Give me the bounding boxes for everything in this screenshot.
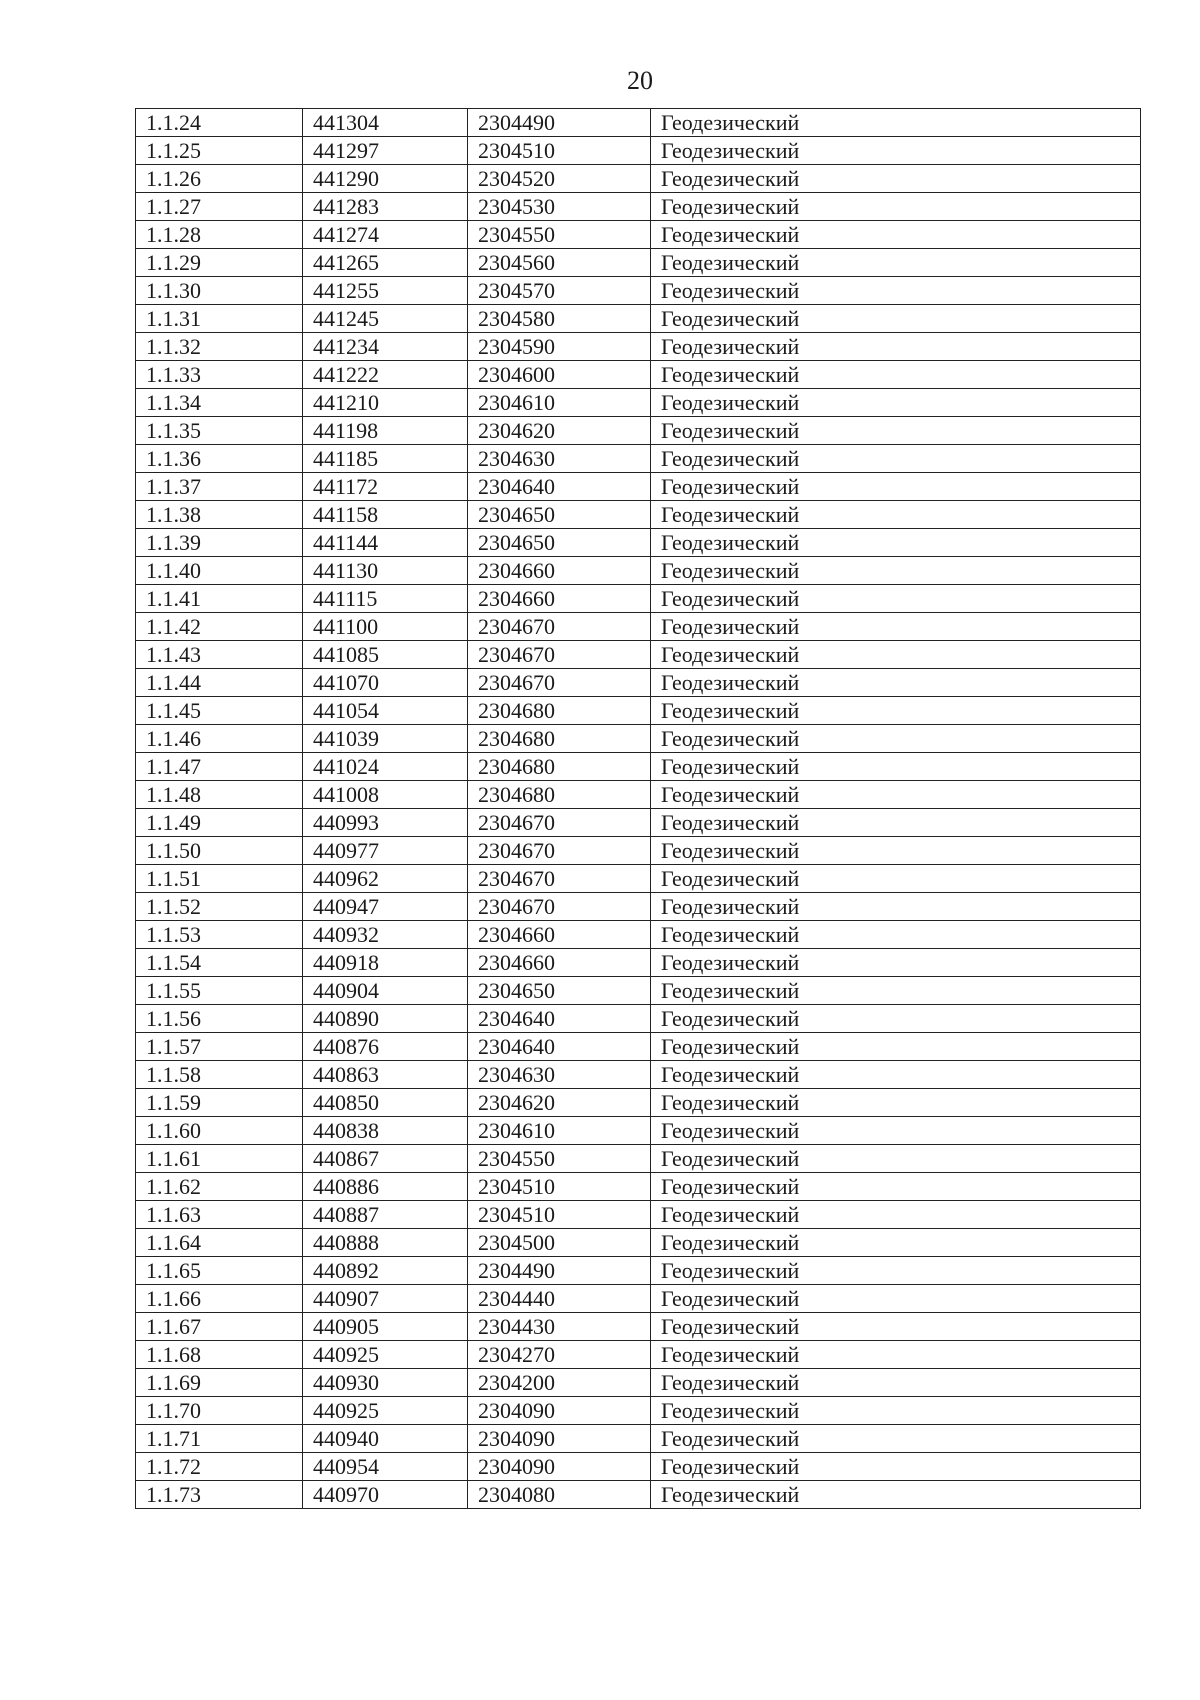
point-type-cell: Геодезический [651,417,1141,445]
y-coordinate-cell: 2304570 [468,277,651,305]
table-row [136,697,1141,725]
x-coordinate-cell: 440993 [303,809,468,837]
table-row [136,753,1141,781]
point-type-cell: Геодезический [651,1397,1141,1425]
x-coordinate-cell: 441130 [303,557,468,585]
y-coordinate-cell: 2304650 [468,501,651,529]
x-coordinate-cell: 440888 [303,1229,468,1257]
x-coordinate-cell: 440850 [303,1089,468,1117]
y-coordinate-cell: 2304090 [468,1397,651,1425]
table-row [136,165,1141,193]
x-coordinate-cell: 441222 [303,361,468,389]
point-type-cell: Геодезический [651,1369,1141,1397]
point-number-cell: 1.1.56 [136,1005,303,1033]
point-number-cell: 1.1.34 [136,389,303,417]
point-number-cell: 1.1.44 [136,669,303,697]
x-coordinate-cell: 440918 [303,949,468,977]
x-coordinate-cell: 441085 [303,641,468,669]
point-type-cell: Геодезический [651,585,1141,613]
x-coordinate-cell: 440838 [303,1117,468,1145]
point-number-cell: 1.1.30 [136,277,303,305]
point-type-cell: Геодезический [651,445,1141,473]
table-row [136,893,1141,921]
x-coordinate-cell: 440887 [303,1201,468,1229]
x-coordinate-cell: 441039 [303,725,468,753]
y-coordinate-cell: 2304590 [468,333,651,361]
y-coordinate-cell: 2304660 [468,557,651,585]
point-type-cell: Геодезический [651,361,1141,389]
point-type-cell: Геодезический [651,1201,1141,1229]
table-row [136,1397,1141,1425]
point-number-cell: 1.1.42 [136,613,303,641]
y-coordinate-cell: 2304430 [468,1313,651,1341]
point-number-cell: 1.1.63 [136,1201,303,1229]
point-number-cell: 1.1.69 [136,1369,303,1397]
y-coordinate-cell: 2304510 [468,1201,651,1229]
y-coordinate-cell: 2304650 [468,529,651,557]
table-row [136,1369,1141,1397]
x-coordinate-cell: 440940 [303,1425,468,1453]
point-number-cell: 1.1.41 [136,585,303,613]
point-type-cell: Геодезический [651,697,1141,725]
x-coordinate-cell: 440977 [303,837,468,865]
point-number-cell: 1.1.43 [136,641,303,669]
y-coordinate-cell: 2304270 [468,1341,651,1369]
y-coordinate-cell: 2304640 [468,473,651,501]
y-coordinate-cell: 2304550 [468,221,651,249]
point-type-cell: Геодезический [651,949,1141,977]
table-row [136,1229,1141,1257]
table-row [136,1117,1141,1145]
table-row [136,725,1141,753]
table-row [136,529,1141,557]
table-row [136,1061,1141,1089]
point-number-cell: 1.1.48 [136,781,303,809]
table-row [136,949,1141,977]
table-row [136,109,1141,137]
point-type-cell: Геодезический [651,893,1141,921]
point-type-cell: Геодезический [651,837,1141,865]
y-coordinate-cell: 2304680 [468,753,651,781]
table-row [136,585,1141,613]
point-type-cell: Геодезический [651,613,1141,641]
point-type-cell: Геодезический [651,529,1141,557]
point-type-cell: Геодезический [651,753,1141,781]
point-number-cell: 1.1.29 [136,249,303,277]
point-number-cell: 1.1.46 [136,725,303,753]
x-coordinate-cell: 440876 [303,1033,468,1061]
y-coordinate-cell: 2304670 [468,613,651,641]
table-row [136,1453,1141,1481]
point-type-cell: Геодезический [651,137,1141,165]
table-row [136,305,1141,333]
point-number-cell: 1.1.26 [136,165,303,193]
y-coordinate-cell: 2304510 [468,1173,651,1201]
table-row [136,865,1141,893]
y-coordinate-cell: 2304670 [468,669,651,697]
y-coordinate-cell: 2304670 [468,809,651,837]
point-number-cell: 1.1.68 [136,1341,303,1369]
y-coordinate-cell: 2304200 [468,1369,651,1397]
point-number-cell: 1.1.32 [136,333,303,361]
point-number-cell: 1.1.47 [136,753,303,781]
y-coordinate-cell: 2304530 [468,193,651,221]
x-coordinate-cell: 441265 [303,249,468,277]
point-type-cell: Геодезический [651,333,1141,361]
x-coordinate-cell: 440947 [303,893,468,921]
point-number-cell: 1.1.64 [136,1229,303,1257]
point-type-cell: Геодезический [651,221,1141,249]
x-coordinate-cell: 441054 [303,697,468,725]
table-row [136,1257,1141,1285]
y-coordinate-cell: 2304550 [468,1145,651,1173]
y-coordinate-cell: 2304660 [468,921,651,949]
table-row [136,613,1141,641]
y-coordinate-cell: 2304610 [468,1117,651,1145]
x-coordinate-cell: 440925 [303,1341,468,1369]
y-coordinate-cell: 2304620 [468,1089,651,1117]
table-row [136,361,1141,389]
point-number-cell: 1.1.50 [136,837,303,865]
x-coordinate-cell: 441158 [303,501,468,529]
y-coordinate-cell: 2304640 [468,1005,651,1033]
point-number-cell: 1.1.62 [136,1173,303,1201]
point-number-cell: 1.1.54 [136,949,303,977]
point-type-cell: Геодезический [651,1425,1141,1453]
point-number-cell: 1.1.61 [136,1145,303,1173]
table-row [136,557,1141,585]
point-type-cell: Геодезический [651,977,1141,1005]
point-number-cell: 1.1.35 [136,417,303,445]
table-row [136,249,1141,277]
x-coordinate-cell: 441290 [303,165,468,193]
table-row [136,921,1141,949]
table-row [136,781,1141,809]
point-number-cell: 1.1.53 [136,921,303,949]
table-row [136,1201,1141,1229]
y-coordinate-cell: 2304670 [468,837,651,865]
y-coordinate-cell: 2304680 [468,697,651,725]
point-number-cell: 1.1.27 [136,193,303,221]
point-number-cell: 1.1.31 [136,305,303,333]
x-coordinate-cell: 440932 [303,921,468,949]
point-type-cell: Геодезический [651,193,1141,221]
table-row [136,1425,1141,1453]
x-coordinate-cell: 441100 [303,613,468,641]
point-number-cell: 1.1.25 [136,137,303,165]
point-type-cell: Геодезический [651,1285,1141,1313]
table-row [136,1341,1141,1369]
y-coordinate-cell: 2304610 [468,389,651,417]
point-number-cell: 1.1.36 [136,445,303,473]
coordinates-table-body [136,109,1141,1509]
point-type-cell: Геодезический [651,1481,1141,1509]
table-row [136,1005,1141,1033]
point-type-cell: Геодезический [651,1005,1141,1033]
point-type-cell: Геодезический [651,1453,1141,1481]
y-coordinate-cell: 2304630 [468,1061,651,1089]
x-coordinate-cell: 441070 [303,669,468,697]
point-number-cell: 1.1.24 [136,109,303,137]
x-coordinate-cell: 441255 [303,277,468,305]
y-coordinate-cell: 2304670 [468,641,651,669]
x-coordinate-cell: 440867 [303,1145,468,1173]
point-type-cell: Геодезический [651,1117,1141,1145]
point-number-cell: 1.1.28 [136,221,303,249]
x-coordinate-cell: 441297 [303,137,468,165]
x-coordinate-cell: 441024 [303,753,468,781]
point-type-cell: Геодезический [651,1341,1141,1369]
point-number-cell: 1.1.45 [136,697,303,725]
x-coordinate-cell: 440863 [303,1061,468,1089]
table-row [136,417,1141,445]
y-coordinate-cell: 2304080 [468,1481,651,1509]
x-coordinate-cell: 441008 [303,781,468,809]
y-coordinate-cell: 2304520 [468,165,651,193]
point-type-cell: Геодезический [651,669,1141,697]
y-coordinate-cell: 2304490 [468,1257,651,1285]
y-coordinate-cell: 2304440 [468,1285,651,1313]
x-coordinate-cell: 440886 [303,1173,468,1201]
y-coordinate-cell: 2304650 [468,977,651,1005]
x-coordinate-cell: 441304 [303,109,468,137]
point-type-cell: Геодезический [651,1061,1141,1089]
point-type-cell: Геодезический [651,809,1141,837]
x-coordinate-cell: 441144 [303,529,468,557]
point-type-cell: Геодезический [651,501,1141,529]
x-coordinate-cell: 440970 [303,1481,468,1509]
x-coordinate-cell: 441283 [303,193,468,221]
point-number-cell: 1.1.58 [136,1061,303,1089]
y-coordinate-cell: 2304640 [468,1033,651,1061]
table-row [136,1313,1141,1341]
y-coordinate-cell: 2304500 [468,1229,651,1257]
point-type-cell: Геодезический [651,1033,1141,1061]
table-row [136,193,1141,221]
table-row [136,221,1141,249]
table-row [136,277,1141,305]
point-number-cell: 1.1.70 [136,1397,303,1425]
table-row [136,809,1141,837]
point-number-cell: 1.1.66 [136,1285,303,1313]
table-row [136,641,1141,669]
table-row [136,137,1141,165]
table-row [136,1145,1141,1173]
table-row [136,501,1141,529]
point-number-cell: 1.1.49 [136,809,303,837]
y-coordinate-cell: 2304090 [468,1425,651,1453]
x-coordinate-cell: 441172 [303,473,468,501]
point-type-cell: Геодезический [651,473,1141,501]
point-number-cell: 1.1.71 [136,1425,303,1453]
point-type-cell: Геодезический [651,1145,1141,1173]
x-coordinate-cell: 440890 [303,1005,468,1033]
point-type-cell: Геодезический [651,921,1141,949]
point-number-cell: 1.1.57 [136,1033,303,1061]
point-number-cell: 1.1.55 [136,977,303,1005]
point-type-cell: Геодезический [651,1229,1141,1257]
x-coordinate-cell: 440905 [303,1313,468,1341]
point-number-cell: 1.1.59 [136,1089,303,1117]
y-coordinate-cell: 2304620 [468,417,651,445]
point-number-cell: 1.1.33 [136,361,303,389]
y-coordinate-cell: 2304680 [468,781,651,809]
point-type-cell: Геодезический [651,865,1141,893]
x-coordinate-cell: 440892 [303,1257,468,1285]
table-row [136,1033,1141,1061]
point-type-cell: Геодезический [651,109,1141,137]
point-type-cell: Геодезический [651,641,1141,669]
x-coordinate-cell: 440907 [303,1285,468,1313]
point-number-cell: 1.1.38 [136,501,303,529]
x-coordinate-cell: 441115 [303,585,468,613]
y-coordinate-cell: 2304580 [468,305,651,333]
point-type-cell: Геодезический [651,389,1141,417]
y-coordinate-cell: 2304670 [468,865,651,893]
point-number-cell: 1.1.37 [136,473,303,501]
point-type-cell: Геодезический [651,781,1141,809]
x-coordinate-cell: 441245 [303,305,468,333]
point-number-cell: 1.1.40 [136,557,303,585]
x-coordinate-cell: 441234 [303,333,468,361]
page-number: 20 [627,66,653,95]
table-row [136,669,1141,697]
point-number-cell: 1.1.39 [136,529,303,557]
x-coordinate-cell: 441198 [303,417,468,445]
table-row [136,389,1141,417]
y-coordinate-cell: 2304560 [468,249,651,277]
y-coordinate-cell: 2304490 [468,109,651,137]
point-type-cell: Геодезический [651,1257,1141,1285]
y-coordinate-cell: 2304510 [468,137,651,165]
point-type-cell: Геодезический [651,165,1141,193]
y-coordinate-cell: 2304670 [468,893,651,921]
x-coordinate-cell: 440962 [303,865,468,893]
x-coordinate-cell: 440930 [303,1369,468,1397]
table-row [136,1285,1141,1313]
point-type-cell: Геодезический [651,1173,1141,1201]
y-coordinate-cell: 2304630 [468,445,651,473]
point-number-cell: 1.1.52 [136,893,303,921]
coordinates-table [135,108,1141,1509]
table-row [136,977,1141,1005]
table-row [136,1089,1141,1117]
x-coordinate-cell: 440904 [303,977,468,1005]
point-type-cell: Геодезический [651,1313,1141,1341]
table-row [136,1481,1141,1509]
table-row [136,837,1141,865]
y-coordinate-cell: 2304660 [468,949,651,977]
x-coordinate-cell: 441210 [303,389,468,417]
x-coordinate-cell: 440925 [303,1397,468,1425]
y-coordinate-cell: 2304090 [468,1453,651,1481]
point-number-cell: 1.1.72 [136,1453,303,1481]
point-number-cell: 1.1.73 [136,1481,303,1509]
point-number-cell: 1.1.60 [136,1117,303,1145]
point-type-cell: Геодезический [651,725,1141,753]
point-number-cell: 1.1.51 [136,865,303,893]
point-type-cell: Геодезический [651,249,1141,277]
y-coordinate-cell: 2304600 [468,361,651,389]
x-coordinate-cell: 441274 [303,221,468,249]
y-coordinate-cell: 2304680 [468,725,651,753]
table-row [136,445,1141,473]
point-type-cell: Геодезический [651,557,1141,585]
point-type-cell: Геодезический [651,305,1141,333]
x-coordinate-cell: 440954 [303,1453,468,1481]
table-row [136,473,1141,501]
point-type-cell: Геодезический [651,1089,1141,1117]
point-number-cell: 1.1.67 [136,1313,303,1341]
point-type-cell: Геодезический [651,277,1141,305]
y-coordinate-cell: 2304660 [468,585,651,613]
x-coordinate-cell: 441185 [303,445,468,473]
table-row [136,333,1141,361]
table-row [136,1173,1141,1201]
point-number-cell: 1.1.65 [136,1257,303,1285]
